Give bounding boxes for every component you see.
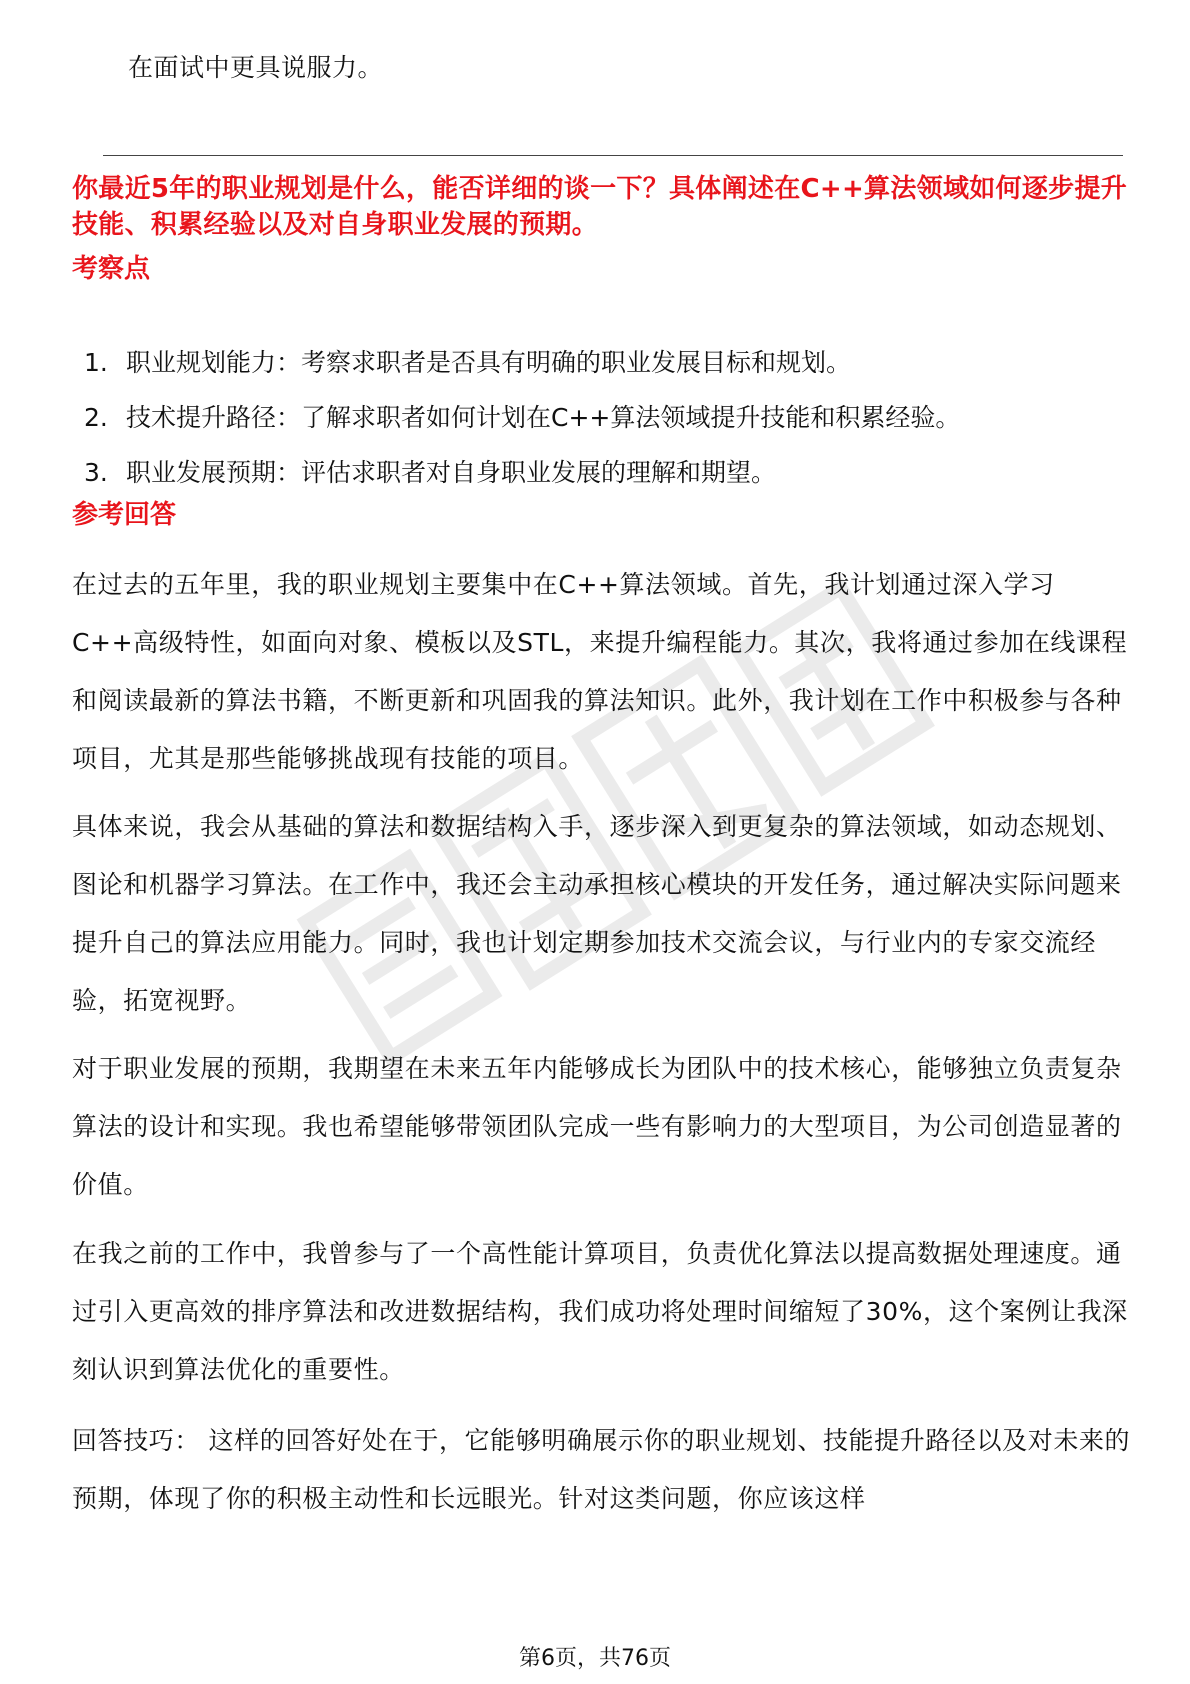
list-item <box>84 400 960 455</box>
page-number: 第6页，共76页 <box>519 1646 671 1671</box>
answer-paragraph: 在过去的五年里，我的职业规划主要集中在C++算法领域。首先，我计划通过深入学习C++高级特性，如面向对象、模板以及STL，来提升编程能力。其次，我将通过参加在线课程和阅读最新的算法书籍，不断更新和巩固我的算法知识。此外，我计划在工作中积极参与各种项目，尤其是那些能够挑战现有技能的项目。 <box>72 570 1128 773</box>
points-list <box>84 345 960 510</box>
answer-paragraph: 具体来说，我会从基础的算法和数据结构入手，逐步深入到更复杂的算法领域，如动态规划、图论和机器学习算法。在工作中，我还会主动承担核心模块的开发任务，通过解决实际问题来提升自己的算法应用能力。同时，我也计划定期参加技术交流会议，与行业内的专家交流经验，拓宽视野。 <box>72 812 1122 1015</box>
points-heading: 考察点 <box>72 254 151 284</box>
answer-paragraph: 对于职业发展的预期，我期望在未来五年内能够成长为团队中的技术核心，能够独立负责复杂算法的设计和实现。我也希望能够带领团队完成一些有影响力的大型项目，为公司创造显著的价值。 <box>72 1054 1122 1199</box>
list-item-number: 2. <box>84 403 108 432</box>
section-divider <box>103 155 1123 156</box>
answer-paragraph: 在我之前的工作中，我曾参与了一个高性能计算项目，负责优化算法以提高数据处理速度。通过引入更高效的排序算法和改进数据结构，我们成功将处理时间缩短了30%，这个案例让我深刻认识到算法优化的重要性。 <box>72 1239 1128 1384</box>
answer-heading: 参考回答 <box>72 500 177 530</box>
list-item-number: 1. <box>84 348 108 377</box>
list-item-text: 技术提升路径：了解求职者如何计划在C++算法领域提升技能和积累经验。 <box>126 403 961 432</box>
list-item-number: 3. <box>84 458 108 487</box>
list-item-text: 职业发展预期：评估求职者对自身职业发展的理解和期望。 <box>126 458 777 487</box>
question-title: 你最近5年的职业规划是什么，能否详细的谈一下？具体阐述在C++算法领域如何逐步提升技能、积累经验以及对自身职业发展的预期。 <box>72 174 1128 240</box>
carryover-text: 在面试中更具说服力。 <box>128 53 384 82</box>
list-item-text: 职业规划能力：考察求职者是否具有明确的职业发展目标和规划。 <box>126 348 852 377</box>
list-item <box>84 345 960 400</box>
list-item <box>84 455 960 510</box>
answer-tips-paragraph: 回答技巧： 这样的回答好处在于，它能够明确展示你的职业规划、技能提升路径以及对未来的预期，体现了你的积极主动性和长远眼光。针对这类问题，你应该这样 <box>72 1426 1131 1513</box>
